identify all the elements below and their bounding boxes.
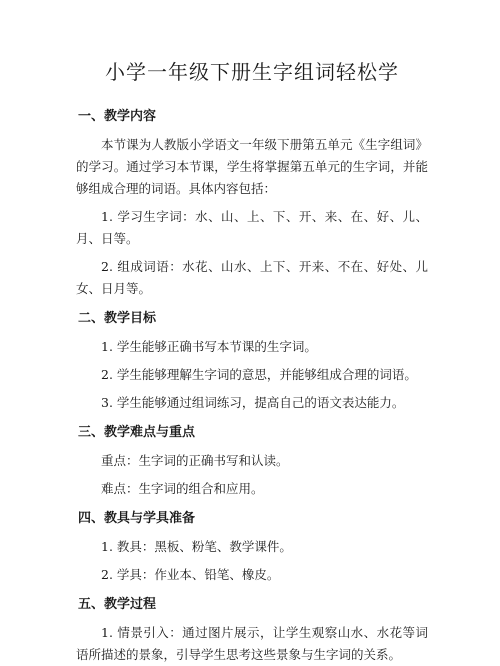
section-teaching-process: [76, 594, 428, 666]
list-item: 1. 教具：黑板、粉笔、教学课件。: [101, 539, 292, 554]
paragraph: 本节课为人教版小学语文一年级下册第五单元《生字组词》的学习。通过学习本节课，学生将掌握第五单元的生字词，并能够组成合理的词语。具体内容包括：: [76, 137, 428, 196]
section-heading: 四、教具与学具准备: [78, 511, 196, 526]
list-item: 1. 学生能够正确书写本节课的生字词。: [101, 339, 317, 354]
list-item: 难点：生字词的组合和应用。: [101, 481, 264, 496]
list-item: 1. 学习生字词：水、山、上、下、开、来、在、好、儿、月、日等。: [76, 209, 428, 246]
list-item: 2. 学具：作业本、铅笔、橡皮。: [101, 567, 280, 582]
list-item: 重点：生字词的正确书写和认读。: [101, 453, 289, 468]
section-heading: 五、教学过程: [78, 597, 157, 612]
section-teaching-content: [76, 106, 428, 300]
section-key-points: [76, 422, 428, 500]
section-heading: 三、教学难点与重点: [78, 425, 196, 440]
list-item: 3. 学生能够通过组词练习，提高自己的语文表达能力。: [101, 395, 405, 410]
section-teaching-goals: [76, 308, 428, 414]
document-title: 小学一年级下册生字组词轻松学: [105, 60, 399, 84]
list-item: 2. 组成词语：水花、山水、上下、开来、不在、好处、儿女、日月等。: [76, 259, 428, 296]
section-materials: [76, 508, 428, 586]
list-item: 2. 学生能够理解生字词的意思，并能够组成合理的词语。: [101, 367, 417, 382]
list-item: 1. 情景引入：通过图片展示，让学生观察山水、水花等词语所描述的景象，引导学生思考这些景象与生字词的关系。: [76, 625, 428, 662]
section-heading: 二、教学目标: [78, 311, 157, 326]
section-heading: 一、教学内容: [78, 109, 157, 124]
